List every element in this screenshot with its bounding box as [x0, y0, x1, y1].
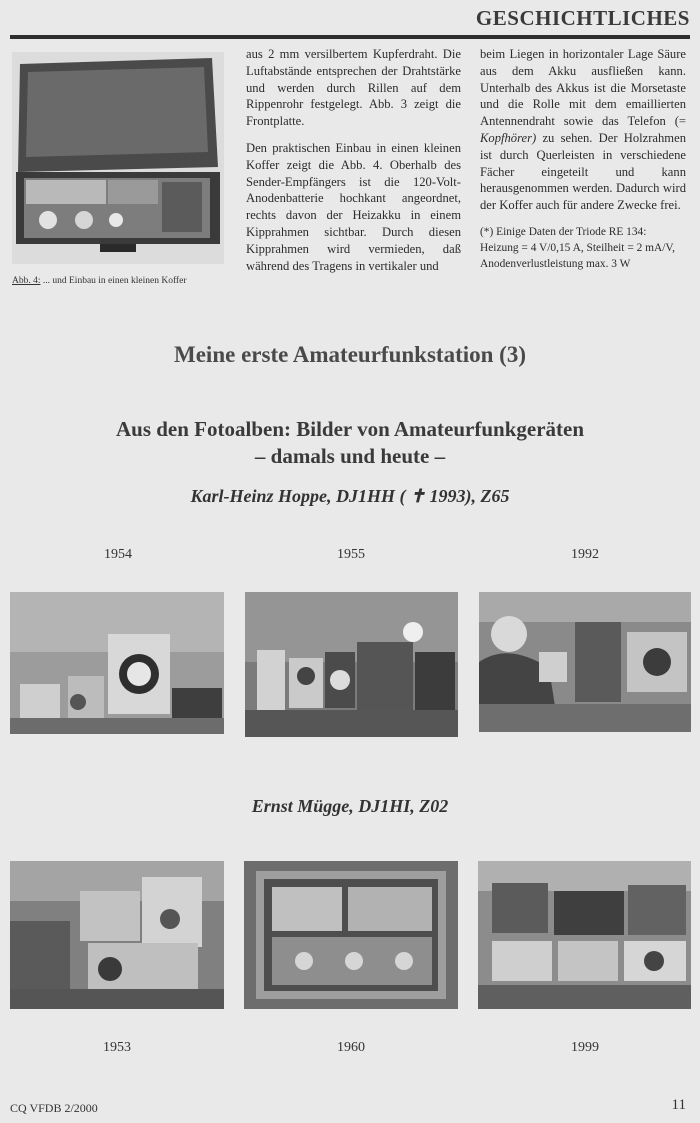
- header-rule: [10, 35, 690, 39]
- year-label: 1953: [103, 1040, 131, 1055]
- photo-station-1960: [244, 861, 458, 1009]
- paragraph: aus 2 mm versilbertem Kupferdraht. Die Luftabstände entsprechen der Drahtstärke und werden durch Rillen auf dem Rippenrohr festgelegt. Abb. 3 zeigt die Frontplatte.: [246, 47, 461, 129]
- publication-name: CQ VFDB 2/2000: [10, 1101, 98, 1115]
- year-label: 1992: [571, 547, 599, 562]
- author-hoppe: Karl-Heinz Hoppe, DJ1HH ( ✝ 1993), Z65: [190, 486, 510, 506]
- article-subtitle: Aus den Fotoalben: Bilder von Amateurfunkgeräten – damals und heute –: [115, 417, 585, 468]
- text-column-2: [480, 46, 686, 272]
- photo-station-1992: [479, 592, 691, 732]
- section-title: GESCHICHTLICHES: [475, 6, 690, 30]
- paragraph: beim Liegen in horizontaler Lage Säure aus dem Akku ausfließen kann. Unterhalb des Akkus ist die Morsetaste und die Rolle mit dem emaillierten Antennendraht sowie das Telefon (= Kopfhörer) zu sehen. Der Holzrahmen ist durch Querleisten in verschiedene Fächer eingeteilt und kann herausgenommen werden. Dadurch wird der Koffer auch für andere Zwecke frei.: [480, 47, 686, 213]
- year-label: 1954: [104, 547, 132, 562]
- text-column-1: [246, 46, 461, 284]
- photo-station-1954: [10, 592, 224, 734]
- year-label: 1960: [337, 1040, 365, 1055]
- photo-suitcase-radio: [12, 52, 224, 264]
- figure-caption: [12, 276, 237, 286]
- year-label: 1955: [337, 547, 365, 562]
- photo-station-1953: [10, 861, 224, 1009]
- author-muegge: Ernst Mügge, DJ1HI, Z02: [251, 796, 449, 816]
- year-label: 1999: [571, 1040, 599, 1055]
- photo-station-1955: [245, 592, 458, 737]
- paragraph: Den praktischen Einbau in einen kleinen Koffer zeigt die Abb. 4. Oberhalb des Sender-Empfängers ist die 120-Volt-Anodenbatterie hochkant angeordnet, rechts davon der Heizakku in einem Kipprahmen sichtbar. Durch diesen Kipprahmen wird vermieden, daß während des Tragens in vertikaler und: [246, 140, 461, 273]
- page-number: 11: [671, 1097, 686, 1113]
- photo-station-1999: [478, 861, 691, 1009]
- caption-text: ... und Einbau in einen kleinen Koffer: [40, 276, 187, 286]
- caption-label: Abb. 4:: [12, 276, 41, 286]
- footnote: (*) Einige Daten der Triode RE 134: Heizung = 4 V/0,15 A, Steilheit = 2 mA/V, Anodenverlustleistung max. 3 W: [480, 225, 675, 270]
- article-title: Meine erste Amateurfunkstation (3): [174, 342, 526, 367]
